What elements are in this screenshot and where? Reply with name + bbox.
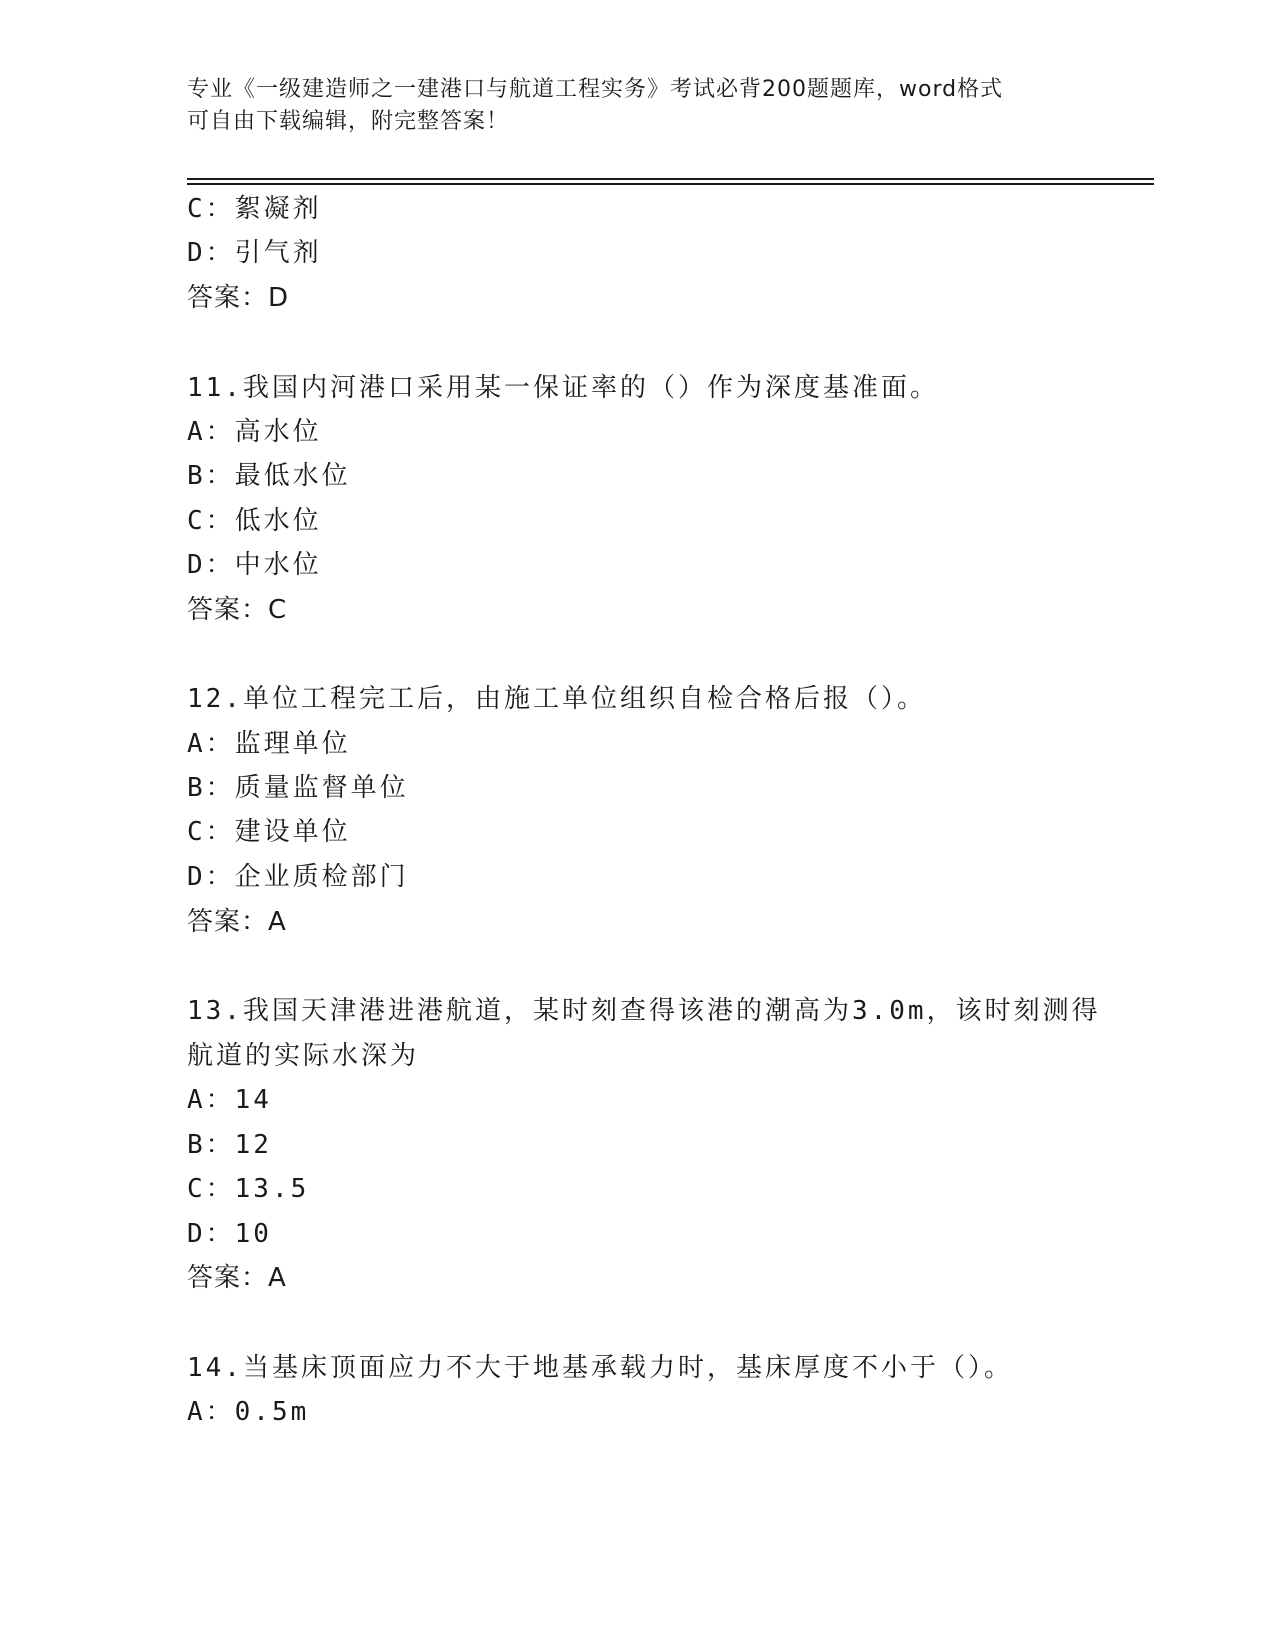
q11-answer: 答案：C	[187, 595, 288, 625]
q10-answer: 答案：D	[187, 283, 290, 313]
header-divider-top	[187, 178, 1154, 180]
q13-option-b: B：12	[187, 1130, 272, 1160]
header-divider-bottom	[187, 183, 1154, 185]
header-title-line-2: 可自由下载编辑，附完整答案！	[187, 109, 510, 134]
q13-option-a: A：14	[187, 1085, 272, 1115]
q13-answer: 答案：A	[187, 1263, 287, 1293]
q13-option-c: C：13.5	[187, 1174, 310, 1204]
q10-option-c: C：絮凝剂	[187, 194, 322, 224]
header-title-line-1: 专业《一级建造师之一建港口与航道工程实务》考试必背200题题库，word格式	[187, 77, 1004, 102]
document-header	[187, 74, 1087, 138]
q12-option-a: A：监理单位	[187, 729, 351, 759]
q11-option-b: B：最低水位	[187, 461, 351, 491]
q10-option-d: D：引气剂	[187, 238, 322, 268]
q13-question-line-1: 13.我国天津港进港航道，某时刻查得该港的潮高为3.0m，该时刻测得	[187, 996, 1101, 1026]
q11-option-c: C：低水位	[187, 506, 322, 536]
q13-option-d: D：10	[187, 1219, 272, 1249]
q14-option-a: A：0.5m	[187, 1397, 310, 1427]
q12-answer: 答案：A	[187, 907, 287, 937]
q11-question: 11.我国内河港口采用某一保证率的（）作为深度基准面。	[187, 373, 939, 403]
q12-question: 12.单位工程完工后，由施工单位组织自检合格后报（）。	[187, 684, 926, 714]
q11-option-a: A：高水位	[187, 417, 322, 447]
q13-question-line-2: 航道的实际水深为	[187, 1041, 420, 1071]
q12-option-d: D：企业质检部门	[187, 862, 409, 892]
q12-option-b: B：质量监督单位	[187, 773, 409, 803]
q12-option-c: C：建设单位	[187, 817, 351, 847]
q11-option-d: D：中水位	[187, 550, 322, 580]
q14-question: 14.当基床顶面应力不大于地基承载力时，基床厚度不小于（）。	[187, 1353, 1013, 1383]
